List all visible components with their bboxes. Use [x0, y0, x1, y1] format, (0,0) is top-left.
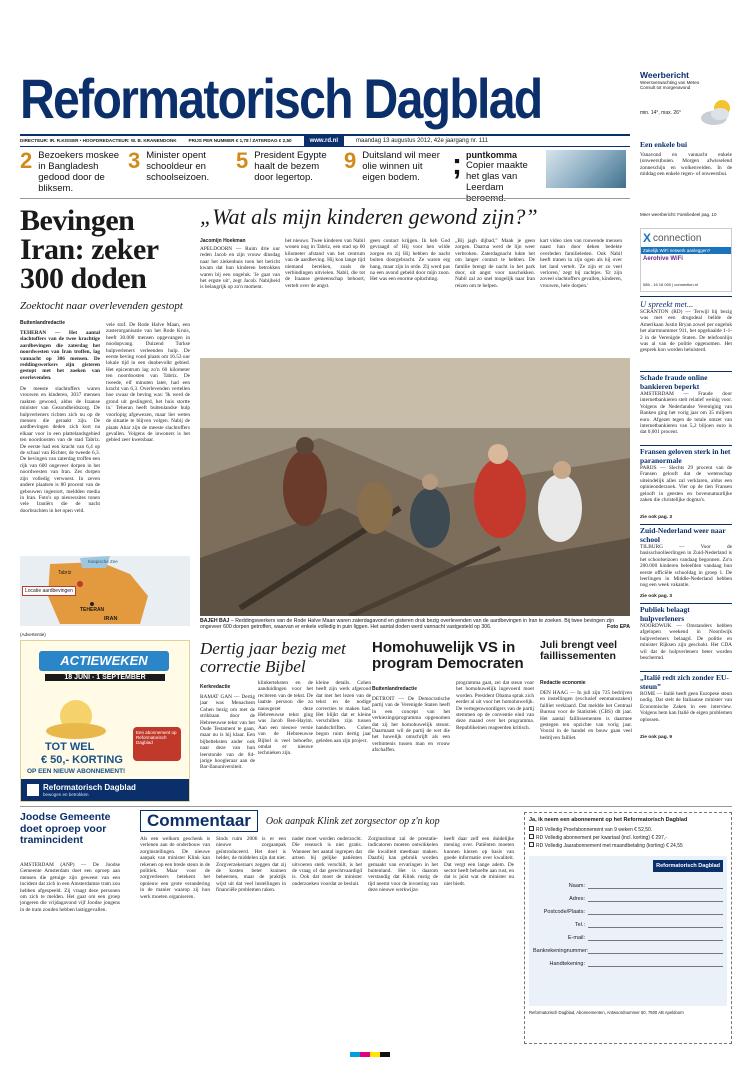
commentaar-subtitle: Ook aanpak Klink zet zorgsector op z'n kop [265, 815, 440, 827]
masthead-info [20, 136, 630, 146]
map-city-teheran: TEHERAN [80, 607, 105, 613]
caption-text: Reddingswerkers van de Rode Halve Maan waren zaterdagavond en gisteren druk bezig overlevenden van de aardbevingen in Iran te zoeken. Bij twee bevingen zijn ongeveer 600 dorpen getroffen, waarvan er enkele volledig in puin liggen. Het aantal doden werd vannacht vastgesteld op 306. [200, 618, 615, 631]
quote-col1: APELDOORN — Ruim drie uur reden Jacob en zijn vrouw dinsdag naar het ziekenhuis toen het bericht kwam dat hun kinderen betrokken waren bij een ongeluk. 'Je gaat van het ergste uit', zegt Jacob. Nabijheid is belangrijk op zo'n moment. [200, 246, 280, 291]
semicolon-icon: ; [452, 148, 462, 181]
name-field[interactable] [588, 880, 723, 889]
commentaar-col3: nader moet worden onderzocht. Die research is niet gratis. Wanneer het aantal ingrepen dat artsen bij gelijke patiënten uitvoeren sterk verschilt, is het de vraag of dat gerechtvaardigd is. Ook dat moet de minister onderzoeken voordat ze besluit. [292, 836, 362, 887]
iran-map [20, 556, 190, 626]
lead-body-col1: De meeste slachtoffers waren vrouwen en kinderen, 3037 mensen raakten gewond, aldus de Iraanse minister van Gezondheidszorg. De hulpverleners richten zich nu op de mensen die geraakt zijn. De aardbevingen deden zich kort na elkaar voor in een plattelandsgebied ten noordoosten van de stad Tabriz. De eerste had een kracht van 6,4 op de schaal van Richter, de tweede 6,3. De bevingen van zaterdag troffen een rijk van 600 ongeveer dorpen in het noordwesten van Iran. Zes dorpen zijn volledig verwoest. In zeven andere plaatsen is 80 procent van de gebouwen ingestort, meldden media in Iran. Foto's op nieuwssites tonen vele Iraniërs die de nacht doorbrachten in het open veld. [20, 386, 100, 514]
weather-subtitle: Weersverwachting van Meteo Consult tot morgenavond [640, 80, 700, 91]
promo-text2: € 50,- KORTING [41, 754, 123, 766]
brief-byline: Redactie economie [540, 680, 586, 686]
brief-text: ROME — Italië heeft geen Europese steun nodig. Dat stelt de Italiaanse minister van Economische Zaken in een interview. Volgens hem kan Italië de eigen problemen oplossen. [640, 691, 732, 723]
teaser-item[interactable] [344, 150, 446, 194]
bible-col1: RAMAT GAN — Dertig jaar was Menachem Cohen bezig om met de strikbaan door de Hebreeuwse tekst van het Oude Testament te gaan, maar nu is hij klaar. Een bijbelteksten ander ook naar deze van hun leerstonde van de 84-jarige hoogleraar aan de Bar-Ilanuniversiteit. [200, 694, 255, 771]
coupon-option-label: RD Volledig Proefabonnement van 9 weken € 52,50. [536, 827, 653, 833]
weather-cloud-icon [698, 98, 734, 132]
bible-headline[interactable]: Dertig jaar bezig met correctie Bijbel [200, 639, 346, 676]
field-label: Tel.: [574, 922, 585, 928]
masthead-title: Reformatorisch Dagblad [20, 67, 542, 130]
commentaar-header [140, 812, 520, 830]
puntkomma-text: Copier maakte het glas van Leerdam [466, 160, 528, 193]
connection-name: connection [653, 232, 702, 244]
map-country: IRAN [104, 616, 118, 622]
field-label: Bankrekeningnummer: [533, 948, 589, 954]
bible-byline: Kerkredactie [200, 684, 231, 690]
quote-col5: kart video zien van rouwende mensen naast hun door deken bedekte overleden familieleden. Ook Nabil heeft tranen in zijn ogen als hij over het land vertelt. 'Ze zijn er zo veel verloren,' zegt hij zachtjes. 'Er zijn zoveel slachtoffers gevallen, kinderen, vrouwen, hele dorpen.' [540, 238, 622, 289]
teaser-text: Minister opent schooldeur en schoolseizoen. [146, 150, 210, 183]
teaser-item[interactable] [20, 150, 122, 194]
weather-box [640, 70, 732, 230]
caption-credit: Foto EPA [607, 624, 630, 631]
subscription-coupon[interactable] [524, 812, 732, 1044]
brief-more[interactable]: Zie ook pag. 9 [640, 735, 672, 740]
phone-field[interactable] [588, 919, 723, 928]
quote-byline: Jacomijn Hoekman [200, 238, 246, 244]
bible-col3: kleine details. Cohen heeft zijn werk afgerond dat met het lezen van de tekst en de nodige correcties te maken had. Het blijkt dat er kleine verschillen zijn tussen handschriften. Cohen begon ruim dertig jaar geleden aan zijn project. [316, 680, 371, 744]
sidebar-brief[interactable] [640, 603, 732, 667]
sidebar-briefs [640, 296, 732, 740]
lead-intro: TEHERAN — Het aantal slachtoffers van de twee krachtige aardbevingen die zaterdag het noordwesten van Iran troffen, lag vannacht op 306 mensen. De reddingswerkers zijn gisteren gestopt met het zoeken van overlevenden. [20, 330, 100, 381]
registration-bar [350, 1052, 390, 1057]
masthead-date: maandag 13 augustus 2012, 42e jaargang nr. 111 [356, 138, 488, 144]
sidebar-brief[interactable] [640, 445, 732, 520]
teaser-page-number: 3 [128, 148, 141, 173]
promo-ribbon: ACTIEWEKEN [39, 651, 169, 671]
coupon-option[interactable] [529, 842, 727, 850]
field-label: Handtekening: [549, 961, 585, 967]
weather-headline: Een enkele bui [640, 140, 688, 149]
sidebar-brief[interactable] [640, 371, 732, 441]
ad-label: (Advertentie) [20, 632, 46, 637]
connection-x-icon: X [643, 231, 652, 245]
brief-title: Publiek belaagt hulpverleners [640, 603, 732, 623]
puntkomma-box[interactable] [452, 150, 542, 194]
brief-more[interactable]: Zie ook pag. 3 [640, 594, 672, 599]
commentaar-col1: Als een welkom geschenk is verlenen aan de onderbouw van zorginstellingen. De nieuwe aanpak van minister Klink kan rekenen op een brede steun in de politiek. Maar voor de zorgverleners betekent het opnieuw een grote verandering in de manier waarop zij hun werk moeten organiseren. [140, 836, 210, 900]
gay-col2: programma gaat, zei dat steun voor het homohuwelijk ingevoerd moet worden. President Obama sprak zich eerder al uit voor het homohuwelijk. De vertegenwoordigers van de partij stemmen op de conventie eind van deze maand over het programma. Republikeinen reageerden kritisch. [456, 680, 534, 731]
coupon-form [529, 856, 727, 1006]
signature-field[interactable] [588, 958, 723, 967]
field-label: Naam: [568, 883, 585, 889]
promo-tag: bewogen en betrokken [43, 792, 89, 797]
sidebar-brief[interactable] [640, 671, 732, 740]
caption-label: BAJEH BAJ [200, 618, 230, 624]
connection-phone: 085 - 16 16 000 | connection.nl [643, 282, 698, 287]
coupon-option-label: RD Volledig Jaarabonnement met maandbetaling (korting) € 24,55 [536, 843, 683, 849]
gay-headline[interactable]: Homohuwelijk VS in program Democraten [372, 639, 524, 672]
brief-title: Schade fraude online bankieren beperkt [640, 371, 732, 391]
puntkomma-photo [546, 150, 626, 188]
commentaar-col5: heeft daar zelf een duidelijke mening over. Patiënten moeten kunnen kiezen op basis van goede informatie over kwaliteit. Dat vergt een lange adem. De sector heeft behoefte aan rust, en dat is juist wat de minister nu niet biedt. [444, 836, 514, 887]
masthead-info-left: DIRECTEUR: IR. R.KISSER • HOOFDREDACTEUR: W. B. KRANENDONK [20, 138, 177, 143]
promo-brand: Reformatorisch Dagblad [43, 783, 136, 792]
lead-byline: Buitenlandredactie [20, 320, 66, 326]
quote-headline[interactable]: „Wat als mijn kinderen gewond zijn?” [200, 204, 538, 229]
field-label: E-mail: [567, 935, 585, 941]
promo-text1: TOT WEL [45, 741, 95, 753]
gay-col1: DETROIT — De Democratische partij van de Verenigde Staten heeft in een concept van het verkiezingsprogramma opgenomen dat zij het homohuwelijk steunt. Daarmaast wil de partij de wet die het huwelijk omschrijft als een verbintenis tussen man en vrouw afschaffen. [372, 696, 450, 754]
coupon-footer: Reformatorisch Dagblad, Abonnementen, Antwoordnummer 50, 7500 AB Apeldoorn [529, 1010, 684, 1015]
promo-dates: 18 JUNI - 1 SEPTEMBER [45, 674, 165, 681]
teaser-item[interactable] [128, 150, 230, 194]
map-city-tabriz: Tabriz [58, 570, 72, 576]
field-label: Postcode/Plaats: [543, 909, 585, 915]
weather-title: Weerbericht [640, 70, 689, 80]
connection-ad[interactable] [640, 228, 732, 292]
weather-more: Meer weerbericht: Familiedeel pag. 10 [640, 212, 717, 217]
gay-byline: Buitenlandredactie [372, 686, 418, 692]
weather-text: Vanavond en vannacht enkele (onweers)buien. Morgen afwisselend zonneschijn en wolkenvelden. In de middag een enkele regen- of onweersbui. [640, 152, 732, 178]
bank-account-field[interactable] [588, 945, 723, 954]
lead-body-col2: vele stof. De Rode Halve Maan, een zusterorganisatie van het Rode Kruis, heeft 30.000 mensen opgevangen in noodopvang. Duizend Turkse hulpverleners verleenden hulp. De eerste beving vond plaats om 16.53 uur lokale tijd in een dunbevolkt gebied. Het epicentrum lag zo'n 60 kilometer ten noordoosten van Tabriz. De tweede, elf minuten later, had een kracht van 6,3. Overlevenden vertellen hoe zwaar de beving was: 'Ik werd de grond uit geslingerd, het huis stortte in.' Teheran heeft buitenlandse hulp voorlopig afgewezen, maar liet weten de situatie te blijven volgen. Nabij de plaats Ahar zijn de meeste slachtoffers gevallen. Volgens de inwoners is het gebied zeer kwetsbaar. [106, 322, 190, 444]
map-sea-label: Kaspische Zee [88, 559, 118, 564]
teaser-item[interactable] [236, 150, 338, 194]
brand-logo-icon [27, 784, 39, 796]
bible-col2: klinkerteksten en de aanduidingen voor het reciteren van de tekst. De laatste persoon die zo nauwgezet deze Hebreeuwse tekst ging was Jacob Ben-Hayim. Aan een nieuwe versie van de Hebreeuwse Bijbel is veel behoefte, omdat er nieuwe technieken zijn. [258, 680, 313, 757]
promo-ad[interactable] [20, 640, 190, 802]
email-field[interactable] [588, 932, 723, 941]
teaser-text: Duitsland wil meer olie winnen uit eigen bodem. [362, 150, 440, 183]
field-label: Adres: [569, 896, 585, 902]
brief-title: „Italië redt zich zonder EU-steun” [640, 671, 732, 691]
photo-caption: BAJEH BAJ – Reddingswerkers van de Rode Halve Maan waren zaterdagavond en gisteren druk bezig overlevenden van de aardbevingen in Iran te zoeken. Bij twee bevingen zijn ongeveer 600 dorpen getroffen, waarvan er enkele volledig in puin liggen. Het aantal doden werd vannacht vastgesteld op 306. Foto EPA [200, 618, 630, 631]
brief-headline[interactable]: Juli brengt veel faillissementen [540, 639, 618, 662]
bottom-left-headline[interactable]: Joodse Gemeente doet oproep voor tramincident [20, 811, 111, 846]
bottom-left-text: AMSTERDAM (ANP) — De Joodse Gemeente Amsterdam doet een oproep aan mensen die getuige zijn geweest van een incident dat zich in een Amsterdamse tram zou hebben afgespeeld. Zij vraagt deze personen om zich te melden. Het gaat om een groep jongeren die vrijdagavond vijf Joodse jongens in de tram zouden hebben lastiggevallen. [20, 862, 120, 913]
map-location-label: Locatie aardbevingen [22, 586, 76, 596]
brief-story-text: DEN HAAG — In juli zijn 725 bedrijven en instellingen (exclusief eenmanszaken) failliet verklaard. Dat meldde het Centraal Bureau voor de Statistiek (CBS) dit jaar. Het aantal faillissementen is daarmee gestegen ten opzichte van vorig jaar. Vooral in de handel en bouw gaan veel bedrijven failliet. [540, 690, 632, 741]
section-rule-bottom [20, 806, 732, 807]
puntkomma-title: puntkomma [466, 150, 518, 160]
sun-icon [41, 691, 111, 741]
quote-col3: geen contact krijgen. Ik heb God gevraagd of Hij voor hen wilde zorgen en zij Hij hebben de nacht buiten doorgebracht. Ze waren erg bang, maar zijn in orde. Zij werd pas na een avond gebeld door mijn zoon. Het was een enorme opluchting. [370, 238, 450, 283]
masthead-url[interactable]: www.rd.nl [304, 136, 344, 146]
sidebar-brief[interactable] [640, 524, 732, 599]
coupon-option[interactable] [529, 834, 727, 842]
brief-more[interactable]: Zie ook pag. 3 [640, 515, 672, 520]
commentaar-col4: Zorginstituut zal de prestatie-indicatoren moeten ontwikkelen die kwaliteit meetbaar maken. Daarbij kan gebruik worden gemaakt van ervaringen in het buitenland. Het is daarom verstandig dat Klink rustig de tijd neemt voor de invoering van deze nieuwe werkwijze. [368, 836, 438, 894]
lead-headline[interactable]: Bevingen Iran: zeker 300 doden [20, 204, 159, 295]
promo-text3: OP EEN NIEUW ABONNEMENT! [27, 768, 126, 775]
teaser-page-number: 2 [20, 148, 33, 173]
lead-subhead: Zoektocht naar overlevenden gestopt [20, 300, 183, 312]
address-field[interactable] [588, 893, 723, 902]
brief-title: Zuid-Nederland weer naar school [640, 524, 732, 544]
coupon-option-label: RD Volledig abonnement per kwartaal (incl. korting) € 297,- [536, 835, 667, 841]
checkbox-icon[interactable] [529, 826, 534, 831]
coupon-head: Ja, ik neem een abonnement op het Reformatorisch Dagblad [529, 817, 688, 823]
section-rule [20, 198, 630, 199]
connection-sub: Zakelijk WiFi netwerk aanleggen? [641, 247, 731, 254]
coupon-logo: Reformatorisch Dagblad [653, 860, 723, 872]
masthead-price: PRIJS PER NUMMER € 1,78 / ZATERDAG € 2,50 [188, 138, 292, 143]
teaser-text: President Egypte haalt de bezem door legertop. [254, 150, 327, 183]
promo-brand-bar [21, 779, 190, 801]
promo-badge: Een abonnement op Reformatorisch Dagblad [133, 727, 181, 761]
quote-col2: het nieuws. Twee kinderen van Nabil wonen nog in Tabriz, een stad op 60 kilometer afstand van het centrum van de aardbeving. Hij kon lange tijd niemand bereiken, zoals de verbindingen uitvielen. Nabil, die tot de Iraanse gemeenschap behoort, vertelt over de angst. [285, 238, 365, 289]
brief-text: TILBURG — Voor de basisschoolleerlingen in Zuid-Nederland is het schoolseizoen vandaag begonnen. Zo'n 200.000 kinderen beleefden vandaag hun eerste officiële schooldag in groep 1. De leerlingen in Middle-Nederland hebben nog een week vakantie. [640, 544, 732, 589]
sidebar-brief[interactable] [640, 296, 732, 367]
teaser-strip [20, 150, 630, 194]
coupon-option[interactable] [529, 826, 727, 834]
brief-text: NOORDWIJK — Omstanders hebben afgelopen weekend in Noordwijk hulpverleners belaagd. De politie en minister Rijksen zijn geschokt. Het CDA wil dat de hulpverleners beter worden beschermd. [640, 623, 732, 662]
commentaar-title: Commentaar [140, 810, 258, 832]
brief-text: PARIJS — Slechts 29 procent van de Fransen gelooft dat de wetenschap uiteindelijk alles zal verklaren, aldus een opinieonderzoek. Vier op de tien Fransen gelooft in geesten en bovennatuurlijke zaken die christelijke dogma's. [640, 465, 732, 504]
checkbox-icon[interactable] [529, 842, 534, 847]
brief-text: SCRANTON (RD) — Terwijl hij bezig was met een drugsdeal bellde de Amerikaan Justin Bryan zowel per ongeluk het alarmnummer 911, het opgehaalde 1-1-2 in de Verenigde Staten. De telefoonlijn was al van de politie opgenomen. Het gesprek kon worden beluisterd. [640, 309, 732, 354]
brief-title: U spreekt met... [640, 296, 732, 309]
weather-temp: min. 14°, max. 26° [640, 110, 681, 116]
quote-col4: „Bij jagh dijbad,” Maak je geen zorgen. Daarna werd de lijn weer verbroken. Zaterdagnacht lukte het om langer contact te hebben. De familie brengt de nacht in het park door, uit angst voor naschokken. Nabil zal zo snel mogelijk naar Iran reizen om te helpen. [455, 238, 535, 289]
checkbox-icon[interactable] [529, 834, 534, 839]
teaser-page-number: 5 [236, 148, 249, 173]
teaser-text: Bezoekers moskee in Bangladesh gedood door de bliksem. [38, 150, 120, 194]
connection-product: Aerohive WiFi [643, 256, 683, 262]
brief-title: Fransen geloven sterk in het paranormale [640, 447, 731, 465]
masthead-rule-2 [20, 146, 630, 147]
teaser-page-number: 9 [344, 148, 357, 173]
postcode-field[interactable] [588, 906, 723, 915]
commentaar-col2: Sinds ruim 2006 is er een nieuwe zorgaanpak geïntroduceerd. Het doel is helder, de middelen zijn dat niet. Zorgverzekeraars zeggen dat zij de kosten beter kunnen beheersen, maar de praktijk wijst uit dat veel instellingen in financiële problemen raken. [216, 836, 286, 894]
earthquake-photo[interactable] [200, 358, 630, 616]
brief-text: AMSTERDAM — Fraude door internetbankieren stelt relatief weinig voor. Volgens de Nederlandse Vereniging van Banken ging het vorig jaar om 35 miljoen euro. Afgezet tegen de totale omzet van internetbankieren van 5,2 biljoen euro is dat 0,001 procent. [640, 391, 732, 436]
